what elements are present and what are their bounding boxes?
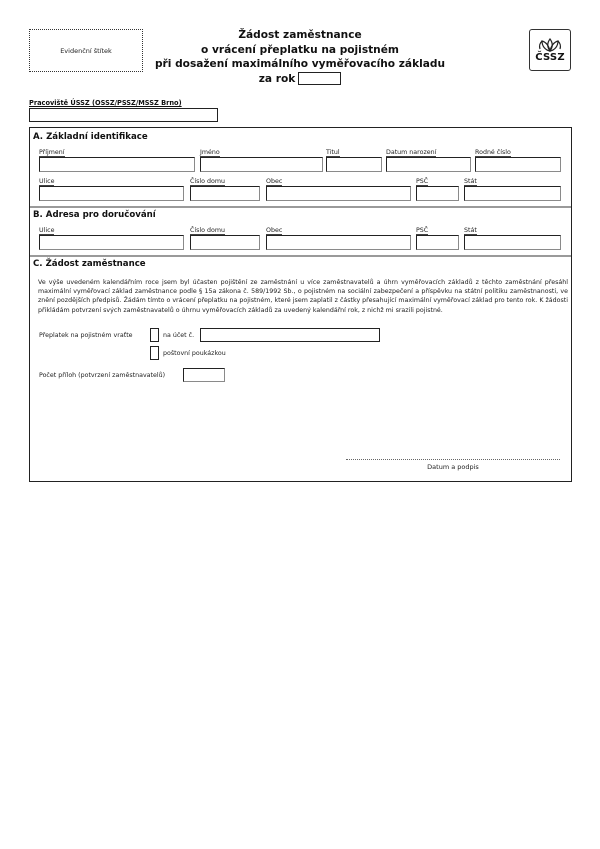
academic-title-input[interactable]	[326, 157, 382, 172]
birth-date-input[interactable]	[386, 157, 471, 172]
title-line-2: o vrácení přeplatku na pojistném	[201, 43, 399, 56]
birth-number-label: Rodné číslo	[475, 149, 511, 156]
birth-number-input[interactable]	[475, 157, 561, 172]
account-number-input[interactable]	[200, 328, 380, 342]
account-option-checkbox[interactable]	[150, 328, 159, 342]
birth-date-label: Datum narození	[386, 149, 437, 156]
surname-label: Příjmení	[39, 149, 65, 156]
country-label: Stát	[464, 178, 477, 185]
postal-order-label: poštovní poukázkou	[163, 350, 226, 357]
delivery-country-label: Stát	[464, 227, 477, 234]
delivery-house-number-input[interactable]	[190, 235, 260, 250]
house-number-input[interactable]	[190, 186, 260, 201]
postal-code-input[interactable]	[416, 186, 459, 201]
first-name-input[interactable]	[200, 157, 323, 172]
delivery-postal-code-input[interactable]	[416, 235, 459, 250]
year-row	[259, 72, 342, 87]
delivery-street-label: Ulice	[39, 227, 55, 234]
year-input[interactable]	[298, 72, 341, 85]
refund-label: Přeplatek na pojistném vraťte	[39, 332, 133, 339]
delivery-street-input[interactable]	[39, 235, 184, 250]
stamp-label: Evidenční štítek	[60, 46, 112, 55]
city-label: Obec	[266, 178, 283, 185]
title-line-1: Žádost zaměstnance	[238, 29, 362, 41]
street-input[interactable]	[39, 186, 184, 201]
delivery-house-number-label: Číslo domu	[190, 227, 226, 234]
request-paragraph: Ve výše uvedeném kalendářním roce jsem byl účasten pojištění ze zaměstnání u více zaměstnavatelů a úhrn vyměřovacích základů z těchto zaměstnání přesáhl maximální vyměřovací základ zaměstnance podle § 15a zákona č. 589/1992 Sb., o pojistném na sociální zabezpečení a příspěvku na státní politiku zaměstnanosti, ve znění pozdějších předpisů. Žádám tímto o vrácení přeplatku na pojistném, které jsem zaplatil z částky přesahující maximální vyměřovací základ pro tento rok. K žádosti přikládám potvrzení svých zaměstnavatelů o úhrnu vyměřovacích základů za uvedený kalendářní rok, z nichž mi srazili pojistné.	[38, 279, 568, 314]
attachments-count-input[interactable]	[183, 368, 225, 382]
registration-stamp-area	[29, 29, 143, 72]
city-input[interactable]	[266, 186, 411, 201]
delivery-city-input[interactable]	[266, 235, 411, 250]
cssz-logo	[529, 29, 571, 71]
signature-line[interactable]	[346, 459, 560, 460]
surname-input[interactable]	[39, 157, 195, 172]
country-input[interactable]	[464, 186, 561, 201]
delivery-country-input[interactable]	[464, 235, 561, 250]
house-number-label: Číslo domu	[190, 178, 226, 185]
first-name-label: Jméno	[200, 149, 220, 156]
postal-order-checkbox[interactable]	[150, 346, 159, 360]
delivery-postal-code-label: PSČ	[416, 227, 429, 234]
form-frame	[29, 127, 572, 482]
section-a-title: A. Základní identifikace	[33, 132, 148, 142]
postal-code-label: PSČ	[416, 178, 429, 185]
section-divider	[30, 255, 571, 257]
form-title	[150, 28, 450, 86]
delivery-city-label: Obec	[266, 227, 283, 234]
title-line-3: při dosažení maximálního vyměřovacího základu	[154, 58, 446, 70]
section-divider	[30, 206, 571, 208]
title-label: Titul	[326, 149, 340, 156]
workplace-label: Pracoviště ÚSSZ (OSSZ/PSSZ/MSSZ Brno)	[29, 99, 182, 107]
workplace-input[interactable]	[29, 108, 218, 122]
signature-label: Datum a podpis	[427, 463, 479, 471]
year-label: za rok	[258, 72, 296, 85]
section-c-title: C. Žádost zaměstnance	[33, 259, 146, 269]
street-label: Ulice	[39, 178, 55, 185]
account-option-label: na účet č.	[163, 332, 195, 339]
logo-text: ČSSZ	[535, 51, 565, 63]
section-b-title: B. Adresa pro doručování	[33, 210, 156, 220]
attachments-label: Počet příloh (potvrzení zaměstnavatelů)	[39, 372, 166, 379]
lotus-flower-icon	[537, 38, 563, 52]
